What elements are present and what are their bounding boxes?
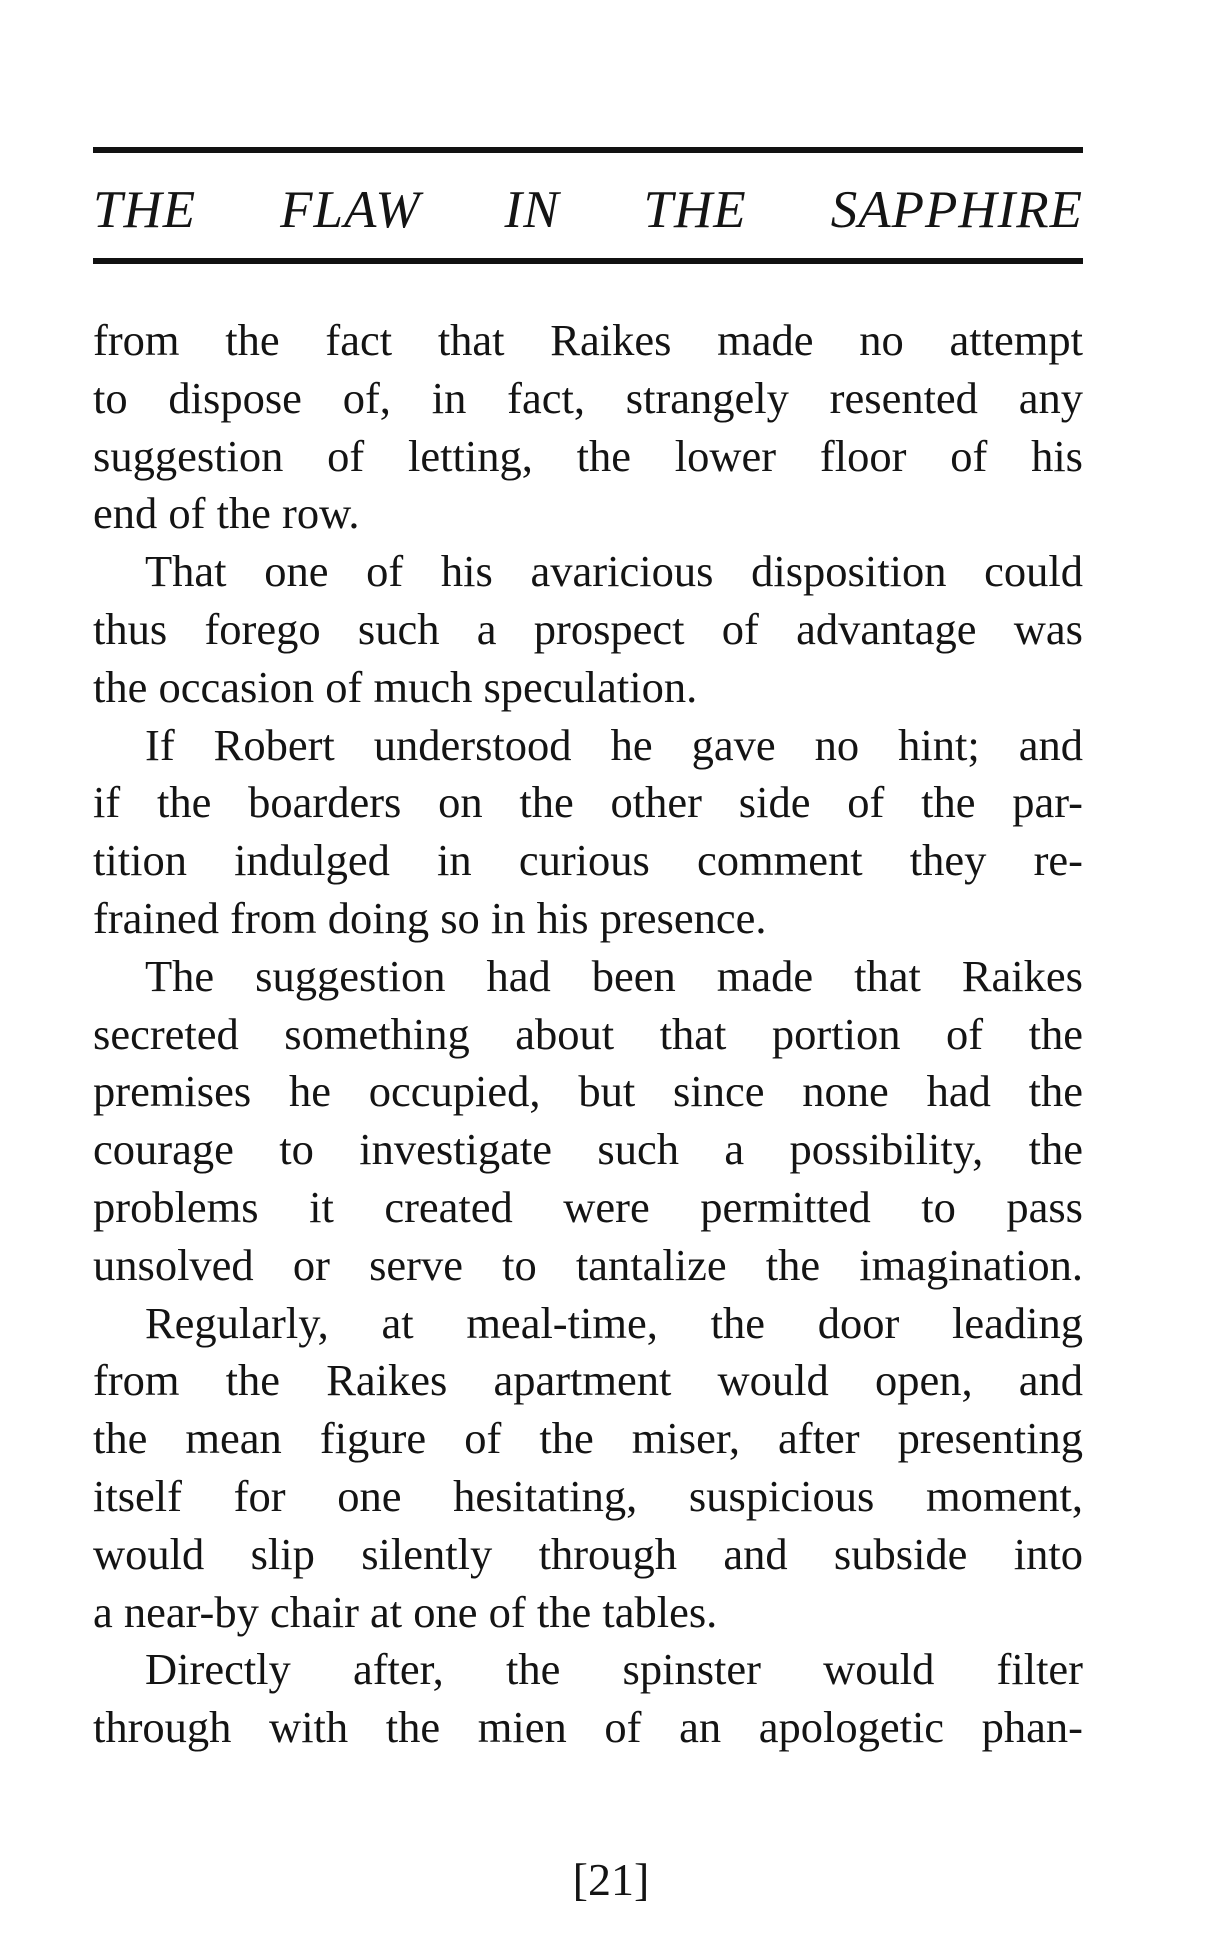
text-line: the mean figure of the miser, after presenting: [93, 1413, 1083, 1464]
page-number: [21]: [572, 1854, 650, 1905]
text-line: the occasion of much speculation.: [93, 661, 698, 712]
text-line: if the boarders on the other side of the par-: [93, 777, 1083, 828]
text-line: Regularly, at meal-time, the door leading: [145, 1297, 1083, 1348]
text-line: end of the row.: [93, 488, 360, 539]
text-line: problems it created were permitted to pass: [93, 1181, 1083, 1232]
text-line: premises he occupied, but since none had the: [93, 1066, 1083, 1117]
text-line: The suggestion had been made that Raikes: [145, 950, 1083, 1001]
text-line: courage to investigate such a possibility, the: [93, 1124, 1083, 1175]
header-rule-top: [93, 147, 1083, 153]
text-line: That one of his avaricious disposition could: [145, 546, 1083, 597]
text-line: suggestion of letting, the lower floor of his: [93, 430, 1083, 481]
text-line: secreted something about that portion of the: [93, 1008, 1083, 1059]
text-line: to dispose of, in fact, strangely resented any: [93, 372, 1083, 423]
text-line: from the Raikes apartment would open, and: [93, 1355, 1083, 1406]
text-line: unsolved or serve to tantalize the imagination.: [93, 1239, 1083, 1290]
text-line: from the fact that Raikes made no attempt: [93, 315, 1083, 365]
running-head: THE FLAW IN THE SAPPHIRE: [93, 181, 1083, 239]
text-line: Directly after, the spinster would filter: [145, 1644, 1083, 1695]
text-line: itself for one hesitating, suspicious moment,: [93, 1470, 1083, 1521]
text-line: thus forego such a prospect of advantage was: [93, 603, 1083, 654]
text-line: a near-by chair at one of the tables.: [93, 1586, 718, 1637]
header-rule-bottom: [93, 258, 1083, 264]
text-line: frained from doing so in his presence.: [93, 892, 767, 943]
text-line: through with the mien of an apologetic phan-: [93, 1702, 1083, 1753]
text-line: tition indulged in curious comment they re-: [93, 835, 1083, 886]
body-text: [93, 312, 1083, 1757]
text-line: If Robert understood he gave no hint; and: [145, 719, 1083, 770]
text-line: would slip silently through and subside into: [93, 1528, 1083, 1579]
